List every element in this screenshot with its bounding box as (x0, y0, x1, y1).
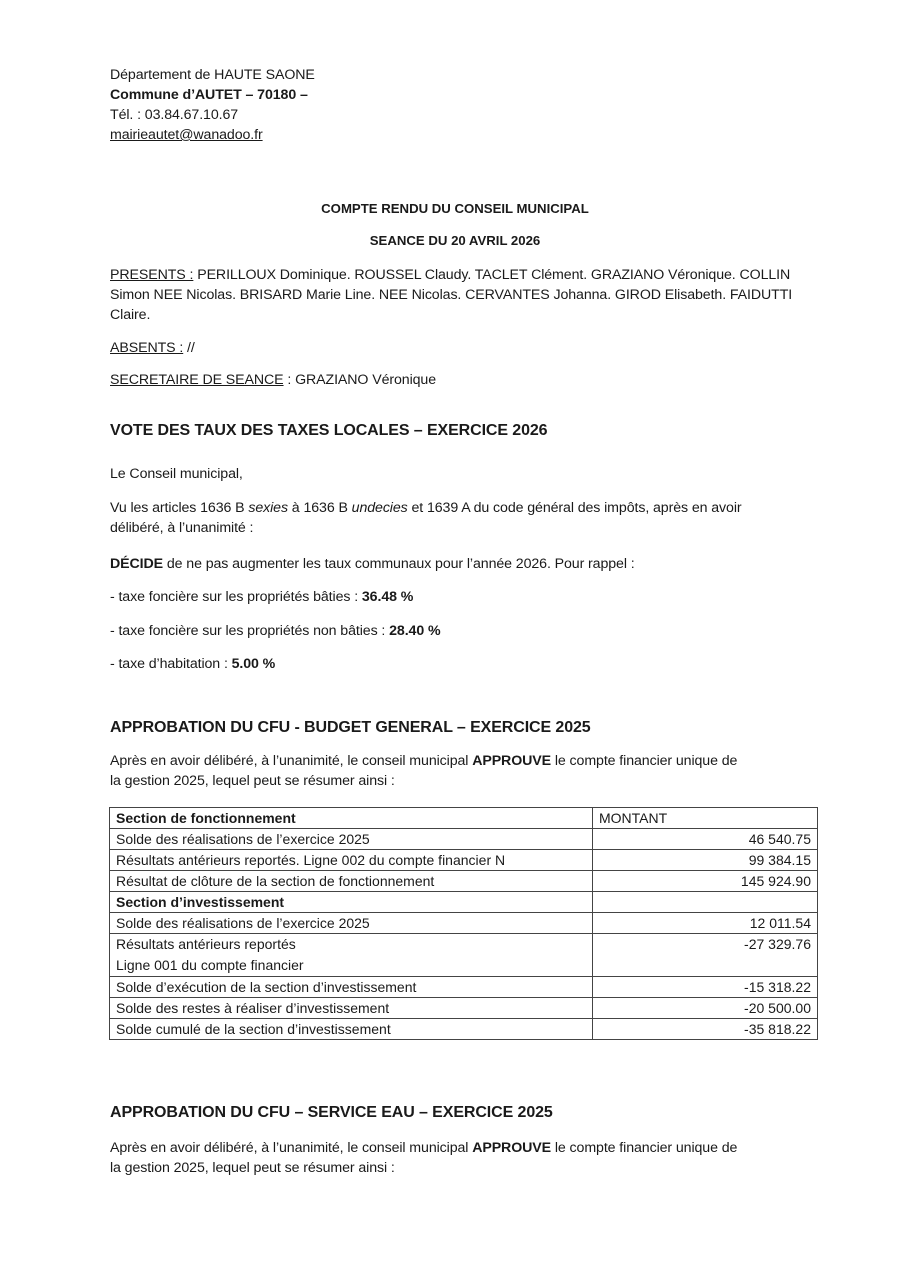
row-amount: 145 924.90 (593, 871, 818, 892)
row-label: Solde cumulé de la section d’investissement (110, 1019, 593, 1040)
table-row (110, 977, 818, 998)
vu-line-2: délibéré, à l’unanimité : (110, 520, 254, 536)
commune-line: Commune d’AUTET – 70180 – (110, 87, 308, 103)
table-row (110, 934, 818, 977)
table-row (110, 829, 818, 850)
cfu-eau-text (110, 1138, 800, 1178)
secretary-line (110, 370, 800, 390)
rate-label: - taxe foncière sur les propriétés bâties : (110, 589, 362, 605)
rate-item (110, 621, 800, 641)
rate-item (110, 587, 800, 607)
cfu-eau-text-1: Après en avoir délibéré, à l’unanimité, le conseil municipal (110, 1140, 473, 1156)
vu-text-2: à 1636 B (287, 500, 352, 516)
rate-label: - taxe d’habitation : (110, 656, 232, 672)
presents-line-1: PERILLOUX Dominique. ROUSSEL Claudy. TACLET Clément. GRAZIANO Véronique. COLLIN (193, 267, 791, 283)
table-row (110, 850, 818, 871)
row-amount: -35 818.22 (593, 1019, 818, 1040)
section-header-row (110, 892, 818, 913)
row-label-line-1: Résultats antérieurs reportés (116, 936, 296, 952)
rate-value: 5.00 % (231, 656, 276, 672)
vu-text-1: Vu les articles 1636 B (110, 500, 249, 516)
taxes-intro: Le Conseil municipal, (110, 466, 243, 482)
table-row (110, 998, 818, 1019)
approve-keyword: APPROUVE (472, 1140, 552, 1156)
row-amount: -15 318.22 (593, 977, 818, 998)
row-label: Solde des réalisations de l’exercice 2025 (110, 829, 593, 850)
cfu-text-line-2: la gestion 2025, lequel peut se résumer ainsi : (110, 773, 395, 789)
absents-label: ABSENTS : (110, 340, 184, 356)
cfu-eau-text-line-2: la gestion 2025, lequel peut se résumer ainsi : (110, 1160, 395, 1176)
table-row (110, 1019, 818, 1040)
row-amount: 12 011.54 (593, 913, 818, 934)
rate-label: - taxe foncière sur les propriétés non bâties : (110, 623, 390, 639)
table-header-row (110, 808, 818, 829)
row-label (110, 934, 593, 977)
cfu-text-2: le compte financier unique de (551, 753, 738, 769)
row-label: Résultat de clôture de la section de fonctionnement (110, 871, 593, 892)
empty-cell (593, 892, 818, 913)
vu-italic-2: undecies (351, 500, 408, 516)
decide-text: de ne pas augmenter les taux communaux pour l’année 2026. Pour rappel : (163, 556, 635, 572)
vu-text-3: et 1639 A du code général des impôts, après en avoir (407, 500, 742, 516)
section-investissement-title: Section d’investissement (110, 892, 593, 913)
approve-keyword: APPROUVE (472, 753, 552, 769)
cfu-eau-heading: APPROBATION DU CFU – SERVICE EAU – EXERCICE 2025 (110, 1104, 553, 1121)
table-row (110, 871, 818, 892)
letterhead (110, 65, 315, 145)
cfu-text-1: Après en avoir délibéré, à l’unanimité, le conseil municipal (110, 753, 473, 769)
presents-label: PRESENTS : (110, 267, 194, 283)
cfu-general-text (110, 751, 800, 791)
absents-value: // (183, 340, 195, 356)
presents-line-3: Claire. (110, 307, 151, 323)
row-label-line-2: Ligne 001 du compte financier (116, 957, 304, 973)
presents-line-2: Simon NEE Nicolas. BRISARD Marie Line. NEE Nicolas. CERVANTES Johanna. GIROD Elisabeth. FAIDUTTI (110, 287, 793, 303)
row-label: Solde d’exécution de la section d’investissement (110, 977, 593, 998)
row-label: Solde des restes à réaliser d’investissement (110, 998, 593, 1019)
row-label: Résultats antérieurs reportés. Ligne 002 du compte financier N (110, 850, 593, 871)
email-link[interactable]: mairieautet@wanadoo.fr (110, 127, 263, 143)
rate-item (110, 654, 800, 674)
row-amount: -27 329.76 (593, 934, 818, 977)
presents-paragraph (110, 265, 800, 325)
rate-value: 28.40 % (389, 623, 441, 639)
row-amount: -20 500.00 (593, 998, 818, 1019)
document-title: COMPTE RENDU DU CONSEIL MUNICIPAL (321, 201, 589, 216)
taxes-heading: VOTE DES TAUX DES TAXES LOCALES – EXERCICE 2026 (110, 422, 548, 439)
rate-value: 36.48 % (361, 589, 414, 605)
session-date: SEANCE DU 20 AVRIL 2026 (369, 233, 541, 248)
cfu-general-heading: APPROBATION DU CFU - BUDGET GENERAL – EXERCICE 2025 (110, 719, 591, 736)
vu-italic-1: sexies (248, 500, 288, 516)
section-fonctionnement-title: Section de fonctionnement (110, 808, 593, 829)
secretary-value: : GRAZIANO Véronique (283, 372, 436, 388)
secretary-label: SECRETAIRE DE SEANCE (110, 372, 284, 388)
phone-line: Tél. : 03.84.67.10.67 (110, 107, 239, 123)
decision-line (110, 554, 800, 574)
decide-keyword: DÉCIDE (110, 556, 164, 572)
row-label: Solde des réalisations de l’exercice 2025 (110, 913, 593, 934)
absents-line (110, 338, 800, 358)
row-amount: 99 384.15 (593, 850, 818, 871)
taxes-legal-basis (110, 498, 800, 538)
cfu-general-table (109, 807, 818, 1040)
cfu-eau-text-2: le compte financier unique de (551, 1140, 738, 1156)
amount-column-header: MONTANT (593, 808, 818, 829)
row-amount: 46 540.75 (593, 829, 818, 850)
department-line: Département de HAUTE SAONE (110, 67, 315, 83)
table-row (110, 913, 818, 934)
